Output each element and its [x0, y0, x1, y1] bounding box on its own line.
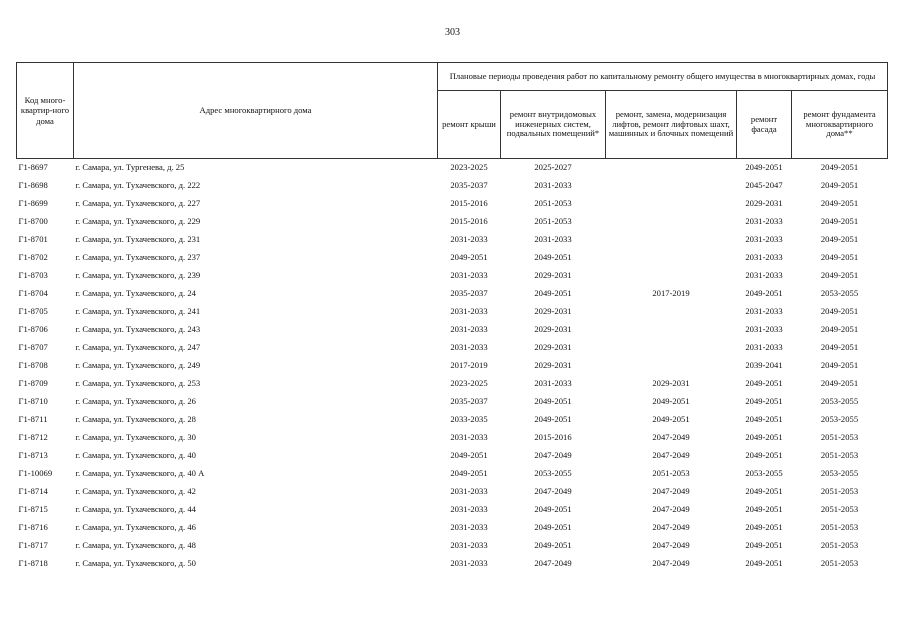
- cell-code: Г1-8702: [18, 252, 48, 263]
- cell-code: Г1-8711: [18, 414, 48, 425]
- cell-facade: 2029-2031: [745, 198, 783, 209]
- cell-facade: 2049-2051: [745, 450, 783, 461]
- cell-roof: 2031-2033: [450, 324, 488, 335]
- cell-foundation: 2051-2053: [820, 450, 859, 461]
- cell-elevators: [606, 339, 737, 357]
- cell-systems: 2049-2051: [534, 414, 572, 425]
- page-number: 303: [445, 27, 460, 38]
- cell-address: г. Самара, ул. Тухачевского, д. 249: [75, 360, 201, 371]
- cell-systems: 2031-2033: [534, 234, 572, 245]
- cell-address: г. Самара, ул. Тургенева, д. 25: [75, 162, 185, 173]
- cell-roof: 2031-2033: [450, 306, 488, 317]
- cell-elevators: 2049-2051: [652, 414, 690, 425]
- cell-code: Г1-8705: [18, 306, 48, 317]
- column-header-roof: ремонт крыши: [438, 91, 501, 159]
- table-header: [17, 63, 888, 159]
- cell-elevators: [606, 213, 737, 231]
- table-row: [17, 501, 888, 519]
- cell-roof: 2031-2033: [450, 558, 488, 569]
- cell-systems: 2049-2051: [534, 396, 572, 407]
- cell-elevators: 2047-2049: [652, 486, 690, 497]
- cell-facade: 2049-2051: [745, 522, 783, 533]
- cell-facade: 2031-2033: [745, 234, 783, 245]
- cell-foundation: 2051-2053: [820, 540, 859, 551]
- table-row: [17, 393, 888, 411]
- cell-roof: 2049-2051: [450, 450, 488, 461]
- cell-roof: 2015-2016: [450, 198, 488, 209]
- cell-facade: 2049-2051: [745, 558, 783, 569]
- cell-facade: 2031-2033: [745, 342, 783, 353]
- cell-facade: 2053-2055: [745, 468, 783, 479]
- cell-foundation: 2049-2051: [820, 270, 859, 281]
- table-row: [17, 195, 888, 213]
- cell-code: Г1-8714: [18, 486, 48, 497]
- cell-address: г. Самара, ул. Тухачевского, д. 48: [75, 540, 196, 551]
- cell-systems: 2047-2049: [534, 558, 572, 569]
- cell-address: г. Самара, ул. Тухачевского, д. 237: [75, 252, 201, 263]
- cell-address: г. Самара, ул. Тухачевского, д. 40 А: [75, 468, 205, 479]
- cell-address: г. Самара, ул. Тухачевского, д. 253: [75, 378, 201, 389]
- cell-code: Г1-8703: [18, 270, 48, 281]
- table-row: [17, 231, 888, 249]
- cell-roof: 2049-2051: [450, 252, 488, 263]
- cell-elevators: [606, 195, 737, 213]
- cell-foundation: 2053-2055: [820, 288, 859, 299]
- cell-foundation: 2049-2051: [820, 360, 859, 371]
- cell-systems: 2015-2016: [534, 432, 572, 443]
- cell-systems: 2029-2031: [534, 342, 572, 353]
- cell-elevators: 2047-2049: [652, 450, 690, 461]
- cell-elevators: 2047-2049: [652, 432, 690, 443]
- table-row: [17, 267, 888, 285]
- cell-code: Г1-8706: [18, 324, 48, 335]
- table-row: [17, 339, 888, 357]
- cell-code: Г1-8699: [18, 198, 48, 209]
- table-row: [17, 249, 888, 267]
- cell-code: Г1-8716: [18, 522, 48, 533]
- cell-foundation: 2053-2055: [820, 468, 859, 479]
- cell-elevators: 2047-2049: [652, 522, 690, 533]
- column-header-systems: ремонт внутридомовых инженерных систем, подвальных помещений*: [501, 91, 606, 159]
- cell-foundation: 2049-2051: [820, 180, 859, 191]
- cell-systems: 2031-2033: [534, 180, 572, 191]
- cell-systems: 2047-2049: [534, 450, 572, 461]
- cell-elevators: [606, 177, 737, 195]
- cell-facade: 2039-2041: [745, 360, 783, 371]
- cell-systems: 2049-2051: [534, 288, 572, 299]
- cell-facade: 2049-2051: [745, 504, 783, 515]
- cell-code: Г1-8704: [18, 288, 48, 299]
- cell-facade: 2049-2051: [745, 432, 783, 443]
- cell-roof: 2033-2035: [450, 414, 488, 425]
- cell-address: г. Самара, ул. Тухачевского, д. 28: [75, 414, 196, 425]
- cell-code: Г1-8697: [18, 162, 48, 173]
- cell-facade: 2049-2051: [745, 162, 783, 173]
- cell-code: Г1-8710: [18, 396, 48, 407]
- cell-address: г. Самара, ул. Тухачевского, д. 26: [75, 396, 196, 407]
- cell-systems: 2049-2051: [534, 252, 572, 263]
- cell-elevators: 2047-2049: [652, 504, 690, 515]
- table-row: [17, 213, 888, 231]
- cell-address: г. Самара, ул. Тухачевского, д. 30: [75, 432, 196, 443]
- cell-roof: 2017-2019: [450, 360, 488, 371]
- cell-address: г. Самара, ул. Тухачевского, д. 222: [75, 180, 201, 191]
- cell-systems: 2025-2027: [534, 162, 572, 173]
- cell-elevators: [606, 249, 737, 267]
- cell-elevators: 2017-2019: [652, 288, 690, 299]
- repair-schedule-table: [16, 62, 888, 573]
- cell-foundation: 2049-2051: [820, 324, 859, 335]
- table-row: [17, 447, 888, 465]
- cell-address: г. Самара, ул. Тухачевского, д. 247: [75, 342, 201, 353]
- cell-systems: 2051-2053: [534, 198, 572, 209]
- cell-roof: 2031-2033: [450, 270, 488, 281]
- cell-code: Г1-8715: [18, 504, 48, 515]
- cell-foundation: 2051-2053: [820, 558, 859, 569]
- table-row: [17, 159, 888, 178]
- cell-roof: 2031-2033: [450, 504, 488, 515]
- cell-roof: 2049-2051: [450, 468, 488, 479]
- cell-address: г. Самара, ул. Тухачевского, д. 239: [75, 270, 201, 281]
- cell-address: г. Самара, ул. Тухачевского, д. 243: [75, 324, 201, 335]
- table-row: [17, 357, 888, 375]
- table-row: [17, 177, 888, 195]
- table-row: [17, 519, 888, 537]
- cell-roof: 2023-2025: [450, 378, 488, 389]
- table-row: [17, 375, 888, 393]
- cell-facade: 2049-2051: [745, 396, 783, 407]
- cell-code: Г1-8713: [18, 450, 48, 461]
- cell-roof: 2031-2033: [450, 234, 488, 245]
- cell-foundation: 2051-2053: [820, 522, 859, 533]
- cell-systems: 2049-2051: [534, 522, 572, 533]
- cell-facade: 2049-2051: [745, 540, 783, 551]
- cell-facade: 2045-2047: [745, 180, 783, 191]
- table-row: [17, 303, 888, 321]
- column-header-address: Адрес многоквартирного дома: [74, 63, 438, 159]
- cell-address: г. Самара, ул. Тухачевского, д. 241: [75, 306, 201, 317]
- cell-address: г. Самара, ул. Тухачевского, д. 40: [75, 450, 196, 461]
- cell-systems: 2029-2031: [534, 324, 572, 335]
- table-row: [17, 321, 888, 339]
- cell-facade: 2049-2051: [745, 414, 783, 425]
- table-body: [17, 159, 888, 574]
- cell-facade: 2031-2033: [745, 252, 783, 263]
- cell-systems: 2029-2031: [534, 306, 572, 317]
- cell-systems: 2031-2033: [534, 378, 572, 389]
- cell-roof: 2031-2033: [450, 432, 488, 443]
- table-row: [17, 483, 888, 501]
- cell-code: Г1-8709: [18, 378, 48, 389]
- cell-foundation: 2049-2051: [820, 342, 859, 353]
- cell-address: г. Самара, ул. Тухачевского, д. 229: [75, 216, 201, 227]
- cell-systems: 2047-2049: [534, 486, 572, 497]
- cell-roof: 2031-2033: [450, 342, 488, 353]
- cell-foundation: 2053-2055: [820, 414, 859, 425]
- cell-code: Г1-8708: [18, 360, 48, 371]
- cell-roof: 2035-2037: [450, 288, 488, 299]
- cell-roof: 2031-2033: [450, 540, 488, 551]
- cell-elevators: 2049-2051: [652, 396, 690, 407]
- table-row: [17, 555, 888, 573]
- cell-elevators: [606, 267, 737, 285]
- cell-elevators: 2047-2049: [652, 540, 690, 551]
- column-group-header-periods: Плановые периоды проведения работ по капитальному ремонту общего имущества в многоквартирных домах, годы: [438, 63, 888, 91]
- cell-facade: 2031-2033: [745, 324, 783, 335]
- cell-elevators: [606, 159, 737, 178]
- cell-code: Г1-8700: [18, 216, 48, 227]
- cell-code: Г1-8707: [18, 342, 48, 353]
- cell-code: Г1-8717: [18, 540, 48, 551]
- cell-roof: 2035-2037: [450, 180, 488, 191]
- cell-systems: 2049-2051: [534, 540, 572, 551]
- cell-roof: 2031-2033: [450, 522, 488, 533]
- cell-foundation: 2049-2051: [820, 216, 859, 227]
- column-header-facade: ремонт фасада: [737, 91, 792, 159]
- table-row: [17, 285, 888, 303]
- cell-facade: 2049-2051: [745, 288, 783, 299]
- cell-systems: 2051-2053: [534, 216, 572, 227]
- cell-roof: 2035-2037: [450, 396, 488, 407]
- cell-address: г. Самара, ул. Тухачевского, д. 44: [75, 504, 196, 515]
- cell-elevators: 2051-2053: [652, 468, 690, 479]
- cell-address: г. Самара, ул. Тухачевского, д. 24: [75, 288, 196, 299]
- cell-foundation: 2049-2051: [820, 234, 859, 245]
- cell-facade: 2049-2051: [745, 378, 783, 389]
- cell-systems: 2049-2051: [534, 504, 572, 515]
- column-header-code: Код много-квартир-ного дома: [17, 63, 74, 159]
- cell-foundation: 2051-2053: [820, 504, 859, 515]
- column-header-elevators: ремонт, замена, модернизация лифтов, ремонт лифтовых шахт, машинных и блочных помещений: [606, 91, 737, 159]
- cell-elevators: [606, 357, 737, 375]
- cell-code: Г1-8698: [18, 180, 48, 191]
- cell-address: г. Самара, ул. Тухачевского, д. 46: [75, 522, 196, 533]
- cell-code: Г1-8701: [18, 234, 48, 245]
- cell-elevators: 2029-2031: [652, 378, 690, 389]
- cell-address: г. Самара, ул. Тухачевского, д. 227: [75, 198, 201, 209]
- cell-foundation: 2051-2053: [820, 432, 859, 443]
- cell-foundation: 2049-2051: [820, 306, 859, 317]
- table-row: [17, 465, 888, 483]
- cell-facade: 2031-2033: [745, 306, 783, 317]
- table-row: [17, 429, 888, 447]
- cell-code: Г1-8718: [18, 558, 48, 569]
- cell-code: Г1-8712: [18, 432, 48, 443]
- cell-foundation: 2051-2053: [820, 486, 859, 497]
- cell-foundation: 2049-2051: [820, 198, 859, 209]
- cell-elevators: [606, 231, 737, 249]
- cell-elevators: [606, 321, 737, 339]
- cell-roof: 2031-2033: [450, 486, 488, 497]
- table-row: [17, 537, 888, 555]
- cell-foundation: 2053-2055: [820, 396, 859, 407]
- cell-facade: 2049-2051: [745, 486, 783, 497]
- cell-facade: 2031-2033: [745, 216, 783, 227]
- cell-address: г. Самара, ул. Тухачевского, д. 42: [75, 486, 196, 497]
- column-header-foundation: ремонт фундамента многоквартирного дома**: [792, 91, 888, 159]
- cell-elevators: [606, 303, 737, 321]
- cell-foundation: 2049-2051: [820, 378, 859, 389]
- table-row: [17, 411, 888, 429]
- cell-facade: 2031-2033: [745, 270, 783, 281]
- cell-elevators: 2047-2049: [652, 558, 690, 569]
- cell-roof: 2023-2025: [450, 162, 488, 173]
- cell-foundation: 2049-2051: [820, 162, 859, 173]
- cell-systems: 2029-2031: [534, 270, 572, 281]
- cell-code: Г1-10069: [18, 468, 53, 479]
- cell-foundation: 2049-2051: [820, 252, 859, 263]
- cell-systems: 2053-2055: [534, 468, 572, 479]
- cell-systems: 2029-2031: [534, 360, 572, 371]
- cell-roof: 2015-2016: [450, 216, 488, 227]
- cell-address: г. Самара, ул. Тухачевского, д. 231: [75, 234, 201, 245]
- cell-address: г. Самара, ул. Тухачевского, д. 50: [75, 558, 196, 569]
